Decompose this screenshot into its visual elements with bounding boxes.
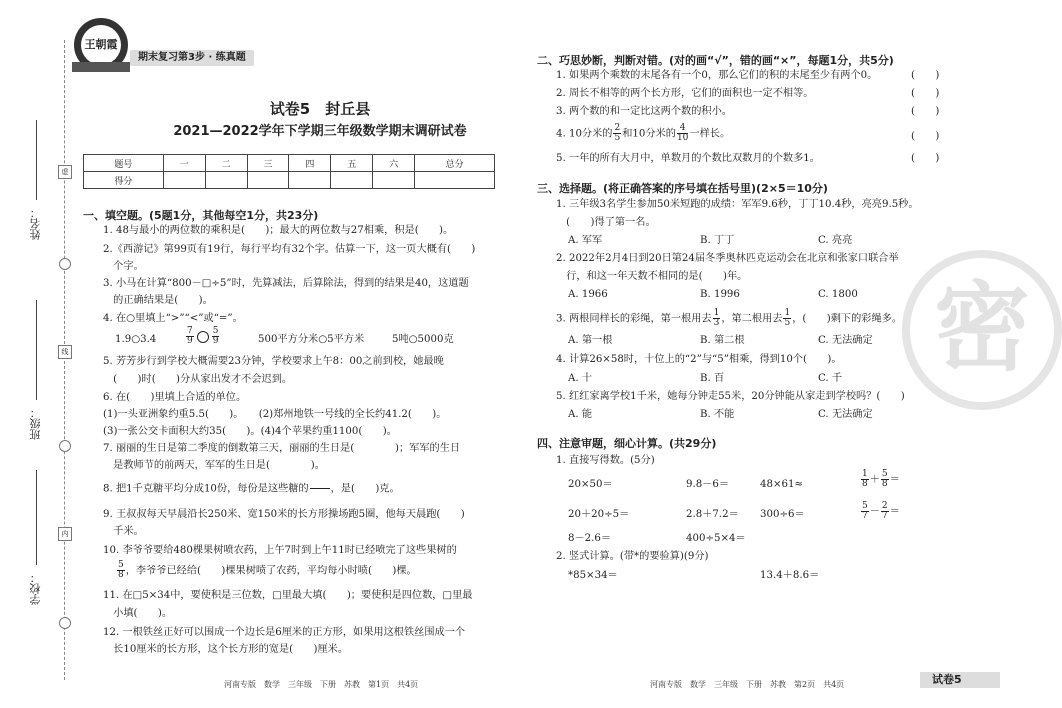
- choice-line: 1. 三年级3名学生参加50米短跑的成绩：军军9.6秒，丁丁10.4秒，亮亮9.5秒。: [556, 199, 919, 210]
- fraction: $\frac{7}{9}$: [187, 326, 193, 346]
- question-line: 千米。: [103, 526, 144, 537]
- section-3-title: 三、选择题。(将正确答案的序号填在括号里)(2×5＝10分): [537, 182, 828, 195]
- calc-item[interactable]: 400÷5×4＝: [686, 533, 746, 544]
- option[interactable]: A. 十: [568, 373, 593, 384]
- class-label: 班级：: [29, 407, 42, 440]
- logo-text: 王朝霞: [81, 25, 121, 65]
- question-line: 长10厘米的长方形，这个长方形的宽是( )厘米。: [103, 644, 349, 655]
- question-line: 1. 48与最小的两位数的乘积是( )；最大的两位数与27相乘，积是( )。: [103, 225, 454, 236]
- name-underline[interactable]: [36, 120, 37, 200]
- score-table-score-row: [84, 172, 495, 189]
- class-underline[interactable]: [36, 300, 37, 400]
- judge-line: 5. 一年的所有大月中，单数月的个数比双数月的个数多1。: [556, 153, 820, 164]
- score-header-cell: 总分: [415, 155, 495, 172]
- option[interactable]: A. 1966: [568, 289, 608, 300]
- compare-item: 500平方分米○5平方米: [258, 334, 365, 345]
- question-line: 11. 在□5×34中，要使积是三位数，□里最大填( )；要使积是四位数，□里最: [103, 590, 473, 601]
- question-line: 是教师节的前两天，军军的生日是( )。: [103, 460, 325, 471]
- question-line: 2.《西游记》第99页有19行，每行平均有32个字。估算一下，这一页大概有( ): [103, 244, 476, 255]
- fraction: $\frac{1}{3}$: [713, 308, 720, 328]
- question-line: (3)一张公交卡面积大约35( )。(4)4个苹果约重1100( )。: [103, 426, 397, 437]
- binding-hole: [59, 258, 71, 270]
- choice-line: 2. 2022年2月4日到20日第24届冬季奥林匹克运动会在北京和张家口联合举: [556, 253, 899, 264]
- school-label: 学校：: [29, 572, 42, 605]
- binding-hole: [59, 440, 71, 452]
- option[interactable]: B. 1996: [700, 289, 740, 300]
- option[interactable]: A. 第一根: [568, 335, 613, 346]
- judge-line: 3. 两个数的和一定比这两个数的积小。: [556, 106, 732, 117]
- vertical-calc-item[interactable]: 13.4＋8.6＝: [760, 570, 820, 581]
- answer-paren[interactable]: ( ): [911, 131, 940, 142]
- question-line: 5. 芳芳步行到学校大概需要23分钟，学校要求上午8：00之前到校，她最晚: [103, 356, 444, 367]
- choice-line-3: 3. 两根同样长的彩绳，第一根用去 $\frac{1}{3}$ ，第二根用去 $\frac{1}{5}$ ，( )剩下的彩绳多。: [556, 308, 903, 328]
- answer-paren[interactable]: ( ): [911, 70, 940, 81]
- answer-paren[interactable]: ( ): [911, 106, 940, 117]
- blank-fraction[interactable]: [310, 479, 330, 498]
- score-cell[interactable]: [331, 172, 373, 189]
- judge-line-4: 4. 10分米的 $\frac{2}{5}$ 和10分米的 $\frac{4}{10}$ 一样长。: [556, 123, 731, 143]
- score-header-cell: 题号: [84, 155, 164, 172]
- judge-line: 2. 周长不相等的两个长方形，它们的面积也一定不相等。: [556, 88, 814, 99]
- question-line: 6. 在( )里填上合适的单位。: [103, 392, 247, 403]
- question-line: 的正确结果是( )。: [103, 295, 213, 306]
- judge-line: 1. 如果两个乘数的末尾各有一个0，那么它们的积的末尾至少有两个0。: [556, 70, 878, 81]
- vertical-calc-item[interactable]: *85×34＝: [568, 570, 618, 581]
- answer-paren[interactable]: ( ): [911, 88, 940, 99]
- score-cell[interactable]: [415, 172, 495, 189]
- calc-item[interactable]: 48×61≈: [760, 479, 803, 490]
- option[interactable]: B. 不能: [700, 409, 735, 420]
- calc-item[interactable]: 8－2.6＝: [568, 533, 612, 544]
- margin-tag: 内: [58, 527, 72, 541]
- score-cell[interactable]: [247, 172, 289, 189]
- fraction: $\frac{1}{5}$: [784, 308, 791, 328]
- step-banner: 期末复习第3步 · 练真题: [130, 50, 254, 66]
- margin-tag: 虚: [58, 165, 72, 179]
- calc-item[interactable]: 300÷6＝: [760, 509, 805, 520]
- compare-fraction-item: [185, 327, 220, 346]
- answer-paren[interactable]: ( ): [911, 153, 940, 164]
- fraction: $\frac{2}{5}$: [614, 123, 621, 143]
- score-table-header-row: [84, 155, 495, 172]
- question-line: 个字。: [103, 261, 144, 272]
- fraction: $\frac{5}{9}$: [212, 326, 219, 346]
- q8-text: 8. 把1千克糖平均分成10份，每份是这些糖的: [103, 483, 309, 495]
- fraction: $\frac{5}{8}$: [118, 560, 124, 580]
- choice-line: 4. 计算26×58时，十位上的“2”与“5”相乘，得到10个( )。: [556, 354, 842, 365]
- paper-tag: 试卷5: [920, 672, 1000, 688]
- binding-margin: [0, 0, 78, 708]
- school-underline[interactable]: [36, 470, 37, 565]
- score-cell[interactable]: [205, 172, 247, 189]
- q8-text-end: ，是( )克。: [330, 483, 400, 495]
- score-row-label: 得分: [84, 172, 164, 189]
- footer-left: 河南专版 数学 三年级 下册 苏教 第1页 共4页: [224, 680, 419, 689]
- choice-line: ( )得了第一名。: [556, 217, 656, 228]
- margin-tag: 线: [58, 345, 72, 359]
- binding-hole: [59, 617, 71, 629]
- score-header-cell: 六: [373, 155, 415, 172]
- option[interactable]: B. 百: [700, 373, 725, 384]
- score-header-cell: 五: [331, 155, 373, 172]
- score-header-cell: 三: [247, 155, 289, 172]
- option[interactable]: B. 第二根: [700, 335, 745, 346]
- compare-item: 5吨○5000克: [392, 334, 454, 345]
- option[interactable]: C. 千: [818, 373, 843, 384]
- score-header-cell: 二: [205, 155, 247, 172]
- calc-item[interactable]: 9.8－6＝: [686, 479, 730, 490]
- question-line: (1)一头亚洲象约重5.5( )。 (2)郑州地铁一号线的全长约41.2( )。: [103, 409, 447, 420]
- paper-title: 试卷5 封丘县: [269, 100, 371, 118]
- score-header-cell: 一: [163, 155, 205, 172]
- watermark-seal: 密: [902, 250, 1062, 410]
- question-8: [103, 479, 400, 498]
- fraction: $\frac{4}{10}$: [676, 123, 689, 143]
- question-line: ( )时( )分从家出发才不会迟到。: [103, 374, 293, 385]
- score-header-cell: 四: [289, 155, 331, 172]
- option[interactable]: B. 丁丁: [700, 235, 735, 246]
- cut-line: [64, 40, 65, 680]
- name-label: 姓名：: [29, 207, 42, 240]
- compare-circle[interactable]: [197, 331, 209, 343]
- compare-item: 1.9○3.4: [115, 334, 157, 345]
- score-cell[interactable]: [163, 172, 205, 189]
- option[interactable]: C. 1800: [818, 289, 858, 300]
- question-10-cont: $\frac{5}{8}$ ，李爷爷已经给( )棵果树喷了农药，平均每小时喷( )棵。: [118, 560, 417, 580]
- calc-fraction-item[interactable]: $\frac{5}{7}$ － $\frac{2}{7}$ ＝: [862, 501, 900, 521]
- score-cell[interactable]: [289, 172, 331, 189]
- calc-fraction-item[interactable]: $\frac{1}{8}$ ＋ $\frac{5}{8}$ ＝: [862, 469, 900, 489]
- logo-ribbon: [72, 62, 130, 72]
- question-line: 4. 在○里填上“>”“<”或“=”。: [103, 313, 243, 324]
- option[interactable]: A. 能: [568, 409, 593, 420]
- brand-logo: [74, 18, 128, 72]
- option[interactable]: A. 军军: [568, 235, 603, 246]
- question-line: 9. 王叔叔每天早晨沿长250米、宽150米的长方形操场跑5圈，他每天晨跑( ): [103, 509, 465, 520]
- section-4-title: 四、注意审题，细心计算。(共29分): [537, 437, 717, 450]
- question-line: 12. 一根铁丝正好可以围成一个边长是6厘米的正方形，如果用这根铁丝围成一个: [103, 627, 466, 638]
- option[interactable]: C. 亮亮: [818, 235, 853, 246]
- question-line: 7. 丽丽的生日是第二季度的倒数第三天，丽丽的生日是( )；军军的生日: [103, 443, 461, 454]
- section-1-title: 一、填空题。(5题1分，其他每空1分，共23分): [83, 209, 319, 222]
- subsection-title: 1. 直接写得数。(5分): [556, 455, 655, 466]
- calc-item[interactable]: 20＋20÷5＝: [568, 509, 630, 520]
- score-table: [83, 154, 495, 189]
- question-line: 10. 李爷爷要给480棵果树喷农药，上午7时到上午11时已经喷完了这些果树的: [103, 545, 457, 556]
- subsection-title: 2. 竖式计算。(带*的要验算)(9分): [556, 551, 709, 562]
- footer-right: 河南专版 数学 三年级 下册 苏教 第2页 共4页: [650, 680, 845, 689]
- option[interactable]: C. 无法确定: [818, 335, 873, 346]
- section-2-title: 二、巧思妙断，判断对错。(对的画“√”，错的画“×”，每题1分，共5分): [537, 54, 894, 67]
- calc-item[interactable]: 20×50＝: [568, 479, 613, 490]
- paper-subtitle: 2021—2022学年下学期三年级数学期末调研试卷: [173, 124, 467, 139]
- choice-line: 行，和这一年天数不相同的是( )年。: [556, 271, 748, 282]
- question-line: 小填( )。: [103, 608, 173, 619]
- question-line: 3. 小马在计算“800－□÷5”时，先算减法，后算除法，得到的结果是40，这道题: [103, 278, 469, 289]
- option[interactable]: C. 无法确定: [818, 409, 873, 420]
- calc-item[interactable]: 2.8＋7.2＝: [686, 509, 739, 520]
- choice-line: 5. 红红家离学校1千米，她每分钟走55米，20分钟能从家走到学校吗？( ): [556, 391, 905, 402]
- score-cell[interactable]: [373, 172, 415, 189]
